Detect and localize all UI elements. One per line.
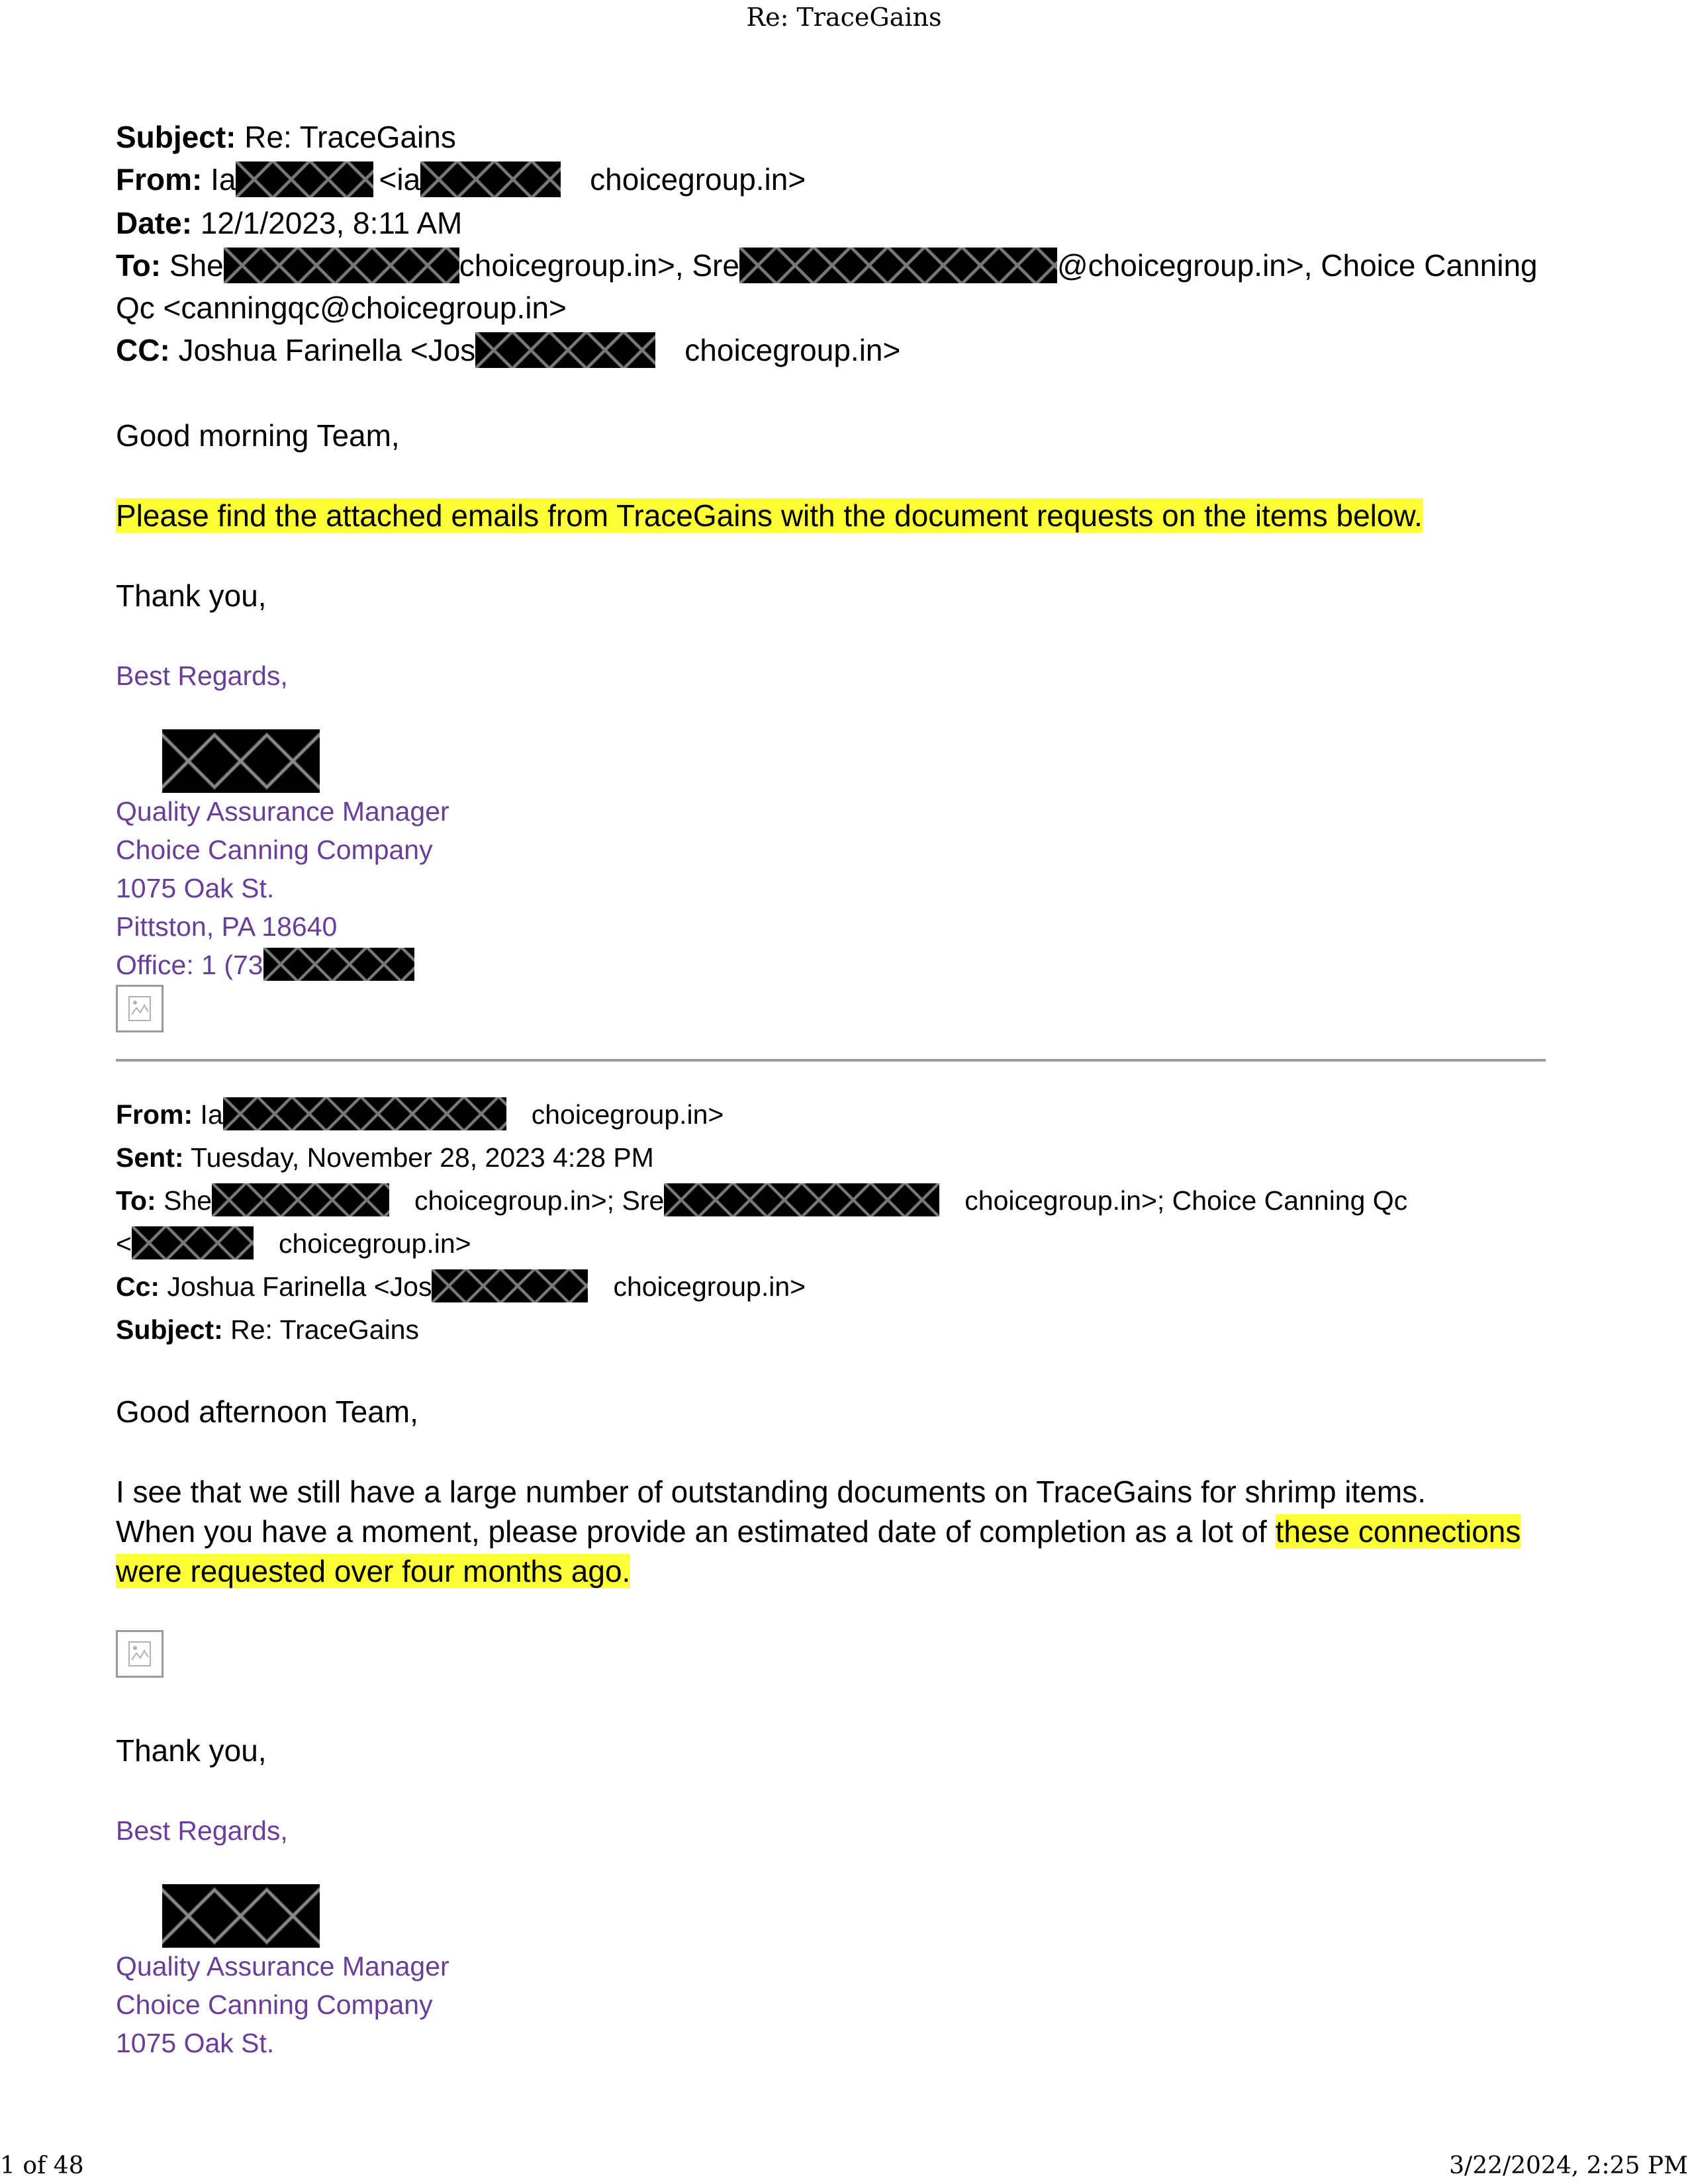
cc-name: Joshua Farinella <Jos xyxy=(169,333,476,367)
email2-body-line3 xyxy=(116,1551,630,1592)
cc-label: CC: xyxy=(116,333,170,367)
email2-body-line2 xyxy=(116,1511,1521,1552)
broken-image-icon xyxy=(116,1630,164,1678)
sig-office-text: Office: 1 (73 xyxy=(116,950,263,980)
email1-to-continued: Qc <canningqc@choicegroup.in> xyxy=(116,291,567,325)
email2-regards: Best Regards, xyxy=(116,1815,288,1846)
subject-label: Subject: xyxy=(116,120,236,154)
highlighted-text: were requested over four months ago. xyxy=(116,1554,631,1588)
sig-company: Choice Canning Company xyxy=(116,835,433,865)
page-title: Re: TraceGains xyxy=(746,3,942,32)
from-name-start: Ia xyxy=(202,162,236,197)
email2-from-line xyxy=(116,1096,724,1133)
redaction-box xyxy=(224,248,459,283)
redaction-box xyxy=(223,1097,506,1130)
to-label: To: xyxy=(116,248,162,283)
redacted-signature-name xyxy=(162,1884,320,1948)
sig-city: Pittston, PA 18640 xyxy=(116,911,338,942)
sig-company: Choice Canning Company xyxy=(116,1989,433,2020)
email1-date-line xyxy=(116,203,462,244)
redaction-box xyxy=(475,332,655,368)
subject-value: Re: TraceGains xyxy=(236,120,456,154)
email1-thanks: Thank you, xyxy=(116,578,267,613)
subject-value: Re: TraceGains xyxy=(222,1314,419,1345)
from-email-domain: choicegroup.in> xyxy=(590,162,806,197)
highlighted-text: Please find the attached emails from TraceGains with the document requests on the items below. xyxy=(116,498,1423,533)
email1-from-line xyxy=(116,159,806,200)
email1-regards: Best Regards, xyxy=(116,660,288,691)
broken-image-icon xyxy=(116,985,164,1032)
sig-street: 1075 Oak St. xyxy=(116,2028,275,2058)
email2-greeting: Good afternoon Team, xyxy=(116,1394,418,1429)
cc-email-domain: choicegroup.in> xyxy=(613,1271,806,1302)
to-email-part: choicegroup.in>; Sre xyxy=(414,1185,665,1216)
subject-label: Subject: xyxy=(116,1314,223,1345)
email1-subject-line xyxy=(116,116,456,158)
to-continued-start: < xyxy=(116,1228,132,1259)
redaction-box xyxy=(664,1183,939,1216)
from-name-start: Ia xyxy=(193,1099,223,1130)
from-label: From: xyxy=(116,162,203,197)
redaction-box xyxy=(739,248,1057,283)
email2-to-line xyxy=(116,1182,1407,1219)
redaction-box xyxy=(420,161,561,197)
email1-cc-line xyxy=(116,330,900,371)
from-email-domain: choicegroup.in> xyxy=(531,1099,724,1130)
email2-body-line1: I see that we still have a large number of outstanding documents on TraceGains for shrimp items. xyxy=(116,1475,1426,1509)
to-continued-domain: choicegroup.in> xyxy=(278,1228,471,1259)
sig-street: 1075 Oak St. xyxy=(116,873,275,903)
message-divider xyxy=(116,1059,1546,1062)
page-number: 1 of 48 xyxy=(0,2152,84,2179)
sent-value: Tuesday, November 28, 2023 4:28 PM xyxy=(183,1142,654,1173)
cc-label: Cc: xyxy=(116,1271,160,1302)
from-label: From: xyxy=(116,1099,193,1130)
email1-greeting: Good morning Team, xyxy=(116,418,400,453)
from-email-start: <ia xyxy=(379,162,421,197)
email1-body xyxy=(116,495,1423,536)
to-email-part: choicegroup.in>, Sre xyxy=(459,248,739,283)
email2-subject-line xyxy=(116,1311,419,1348)
sig-office xyxy=(116,946,414,983)
email2-thanks: Thank you, xyxy=(116,1733,267,1768)
redaction-box xyxy=(263,948,414,981)
highlighted-text: these connections xyxy=(1275,1514,1521,1549)
cc-name: Joshua Farinella <Jos xyxy=(160,1271,432,1302)
body-text: When you have a moment, please provide an estimated date of completion as a lot of xyxy=(116,1514,1276,1549)
sig-title: Quality Assurance Manager xyxy=(116,796,449,827)
email1-to-line xyxy=(116,245,1538,286)
email2-to-continued xyxy=(116,1225,471,1262)
sent-label: Sent: xyxy=(116,1142,184,1173)
email2-cc-line xyxy=(116,1268,806,1305)
to-email-part: choicegroup.in>; Choice Canning Qc xyxy=(964,1185,1408,1216)
to-name-start: She xyxy=(156,1185,212,1216)
sig-title: Quality Assurance Manager xyxy=(116,1951,449,1981)
redaction-box xyxy=(212,1183,389,1216)
print-timestamp: 3/22/2024, 2:25 PM xyxy=(1449,2152,1688,2179)
to-email-part: @choicegroup.in>, Choice Canning xyxy=(1056,248,1538,283)
date-label: Date: xyxy=(116,206,193,240)
redaction-box xyxy=(236,161,373,197)
email2-sent-line xyxy=(116,1139,654,1176)
to-name-start: She xyxy=(161,248,224,283)
date-value: 12/1/2023, 8:11 AM xyxy=(192,206,463,240)
to-label: To: xyxy=(116,1185,156,1216)
redaction-box xyxy=(132,1226,254,1259)
redacted-signature-name xyxy=(162,729,320,793)
cc-email-domain: choicegroup.in> xyxy=(684,333,901,367)
redaction-box xyxy=(432,1269,588,1302)
